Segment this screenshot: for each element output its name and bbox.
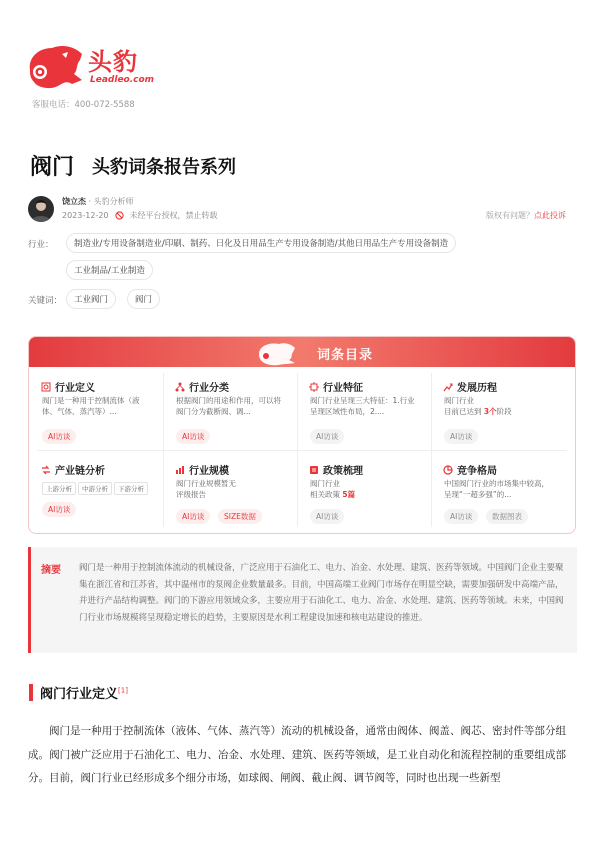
toc-desc-text: 阶段	[496, 407, 512, 416]
keyword-tag[interactable]: 阀门	[127, 289, 160, 309]
toc-desc-text: 目前已达到	[444, 407, 484, 416]
toc-item-title	[41, 379, 95, 394]
data-chart-pill[interactable]: 数据图表	[486, 509, 528, 524]
toc-desc-line	[310, 489, 422, 500]
page-subtitle: 头豹词条报告系列	[92, 157, 236, 178]
toc-item-title	[309, 379, 363, 394]
toc-item-desc: 中国阀门行业的市场集中较高，呈现“一超多强”的...	[444, 479, 549, 499]
toc-item-title	[443, 462, 497, 477]
toc-desc-text: 相关政策	[310, 490, 343, 499]
prohibited-icon	[115, 211, 124, 220]
downstream-tag[interactable]: 下游分析	[114, 482, 148, 495]
abstract-label: 摘要	[41, 565, 61, 576]
toc-item-competition[interactable]	[431, 452, 564, 534]
toc-item-title	[443, 379, 497, 394]
brand-name: 头豹	[88, 48, 138, 76]
size-data-pill[interactable]: SIZE数据	[218, 509, 262, 524]
ai-interview-pill[interactable]: AI访谈	[444, 509, 478, 524]
midstream-tag[interactable]: 中游分析	[78, 482, 112, 495]
toc-item-label: 发展历程	[457, 383, 497, 394]
section-title	[40, 683, 128, 702]
toc-item-title	[175, 462, 229, 477]
toc-item-desc: 阀门行业呈现三大特征：1.行业呈现区域性布局，2....	[310, 396, 415, 416]
scale-icon	[175, 465, 185, 475]
toc-item-chain[interactable]	[29, 452, 162, 534]
user-photo-icon	[28, 196, 54, 222]
toc-desc-line: 阀门行业	[444, 396, 474, 405]
section-title-text: 阀门行业定义	[40, 687, 119, 702]
section-marker	[29, 684, 33, 701]
toc-item-definition[interactable]	[29, 369, 162, 451]
ai-interview-pill[interactable]: AI访谈	[42, 429, 76, 444]
toc-item-desc	[444, 395, 556, 417]
toc-desc-line	[444, 406, 556, 417]
abstract-box	[28, 547, 577, 653]
publish-date: 2023-12-20	[62, 211, 109, 220]
toc-item-label: 行业特征	[323, 383, 363, 394]
toc-item-title	[41, 462, 105, 477]
reference-link[interactable]: [1]	[118, 686, 128, 695]
author-info	[62, 196, 134, 207]
toc-item-features[interactable]	[297, 369, 430, 451]
page-title: 阀门	[30, 155, 75, 180]
author-name: 饶立杰	[62, 197, 86, 206]
toc-item-label: 产业链分析	[55, 466, 105, 477]
industry-tag[interactable]: 制造业/专用设备制造业/印刷、制药、日化及日用品生产专用设备制造/其他日用品生产专用设备制造	[66, 233, 456, 253]
policy-icon	[309, 465, 319, 475]
classification-icon	[175, 382, 185, 392]
feature-icon	[309, 382, 319, 392]
ai-interview-pill[interactable]: AI访谈	[444, 429, 478, 444]
upstream-tag[interactable]: 上游分析	[42, 482, 76, 495]
definition-icon	[41, 382, 51, 392]
toc-item-label: 行业规模	[189, 466, 229, 477]
section-body: 阀门是一种用于控制流体（液体、气体、蒸汽等）流动的机械设备，通常由阀体、阀盖、阀芯、密封件等部分组成。阀门被广泛应用于石油化工、电力、冶金、水处理、建筑、医药等领域，是工业自动化和流程控制的重要组成部分。目前，阀门行业已经形成多个细分市场，如球阀、闸阀、截止阀、调节阀等，同时也出现一些新型	[28, 725, 566, 784]
history-icon	[443, 382, 453, 392]
toc-item-desc	[310, 478, 422, 500]
ai-interview-pill[interactable]: AI访谈	[176, 509, 210, 524]
toc-header	[29, 337, 575, 367]
toc-title: 词条目录	[317, 348, 374, 363]
toc-item-label: 竞争格局	[457, 466, 497, 477]
stage-count: 3个	[483, 407, 497, 416]
toc-item-policy[interactable]	[297, 452, 430, 534]
toc-item-title	[309, 462, 363, 477]
toc-item-classification[interactable]	[163, 369, 296, 451]
service-phone: 客服电话：400-072-5588	[32, 100, 135, 110]
leopard-logo-icon	[255, 340, 311, 366]
toc-item-scale[interactable]	[163, 452, 296, 534]
keyword-tag[interactable]: 工业阀门	[66, 289, 116, 309]
complaint-link[interactable]: 点此投诉	[534, 211, 566, 220]
toc-item-history[interactable]	[431, 369, 564, 451]
industry-tag[interactable]: 工业制品/工业制造	[66, 260, 153, 280]
ai-interview-pill[interactable]: AI访谈	[42, 502, 76, 517]
repost-notice: 未经平台授权，禁止转载	[129, 211, 218, 220]
copyright-complaint	[486, 210, 566, 221]
toc-item-desc: 阀门是一种用于控制流体（液体、气体、蒸汽等）...	[42, 396, 140, 416]
copyright-question: 版权有问题？	[486, 211, 534, 220]
toc-item-label: 政策梳理	[323, 466, 363, 477]
toc-item-title	[175, 379, 229, 394]
ai-interview-pill[interactable]: AI访谈	[176, 429, 210, 444]
keywords-label: 关键词：	[28, 296, 63, 306]
toc-item-label: 行业分类	[189, 383, 229, 394]
ai-interview-pill[interactable]: AI访谈	[310, 509, 344, 524]
ai-interview-pill[interactable]: AI访谈	[310, 429, 344, 444]
chain-icon	[41, 465, 51, 475]
toc-panel	[28, 336, 576, 534]
toc-item-desc: 根据阀门的用途和作用，可以将阀门分为截断阀、调...	[176, 396, 281, 416]
toc-item-desc: 阀门行业规模暂无评级报告	[176, 479, 236, 499]
author-role: · 头豹分析师	[88, 197, 134, 206]
policy-count: 5篇	[342, 490, 356, 499]
toc-item-label: 行业定义	[55, 383, 95, 394]
toc-desc-line: 阀门行业	[310, 479, 340, 488]
abstract-text: 阀门是一种用于控制流体流动的机械设备，广泛应用于石油化工、电力、冶金、水处理、建筑、医药等领域。中国阀门企业主要聚集在浙江省和江苏省，其中温州市的泵阀企业数量最多。目前，中国高端工业阀门市场存在明显空缺，需要加强研发中高端产品，并进行产品结构调整。阀门的下游应用领域众多，主要应用于石油化工、电力、冶金、水处理、建筑、医药等领域。未来，中国阀门行业市场规模将呈现稳定增长的趋势，主要原因是水利工程建设加速和核电站建设的推进。	[79, 563, 564, 623]
avatar	[28, 196, 54, 222]
publish-meta	[62, 210, 218, 221]
brand-domain: Leadleo.com	[90, 75, 155, 85]
competition-icon	[443, 465, 453, 475]
industry-label: 行业：	[28, 240, 54, 250]
